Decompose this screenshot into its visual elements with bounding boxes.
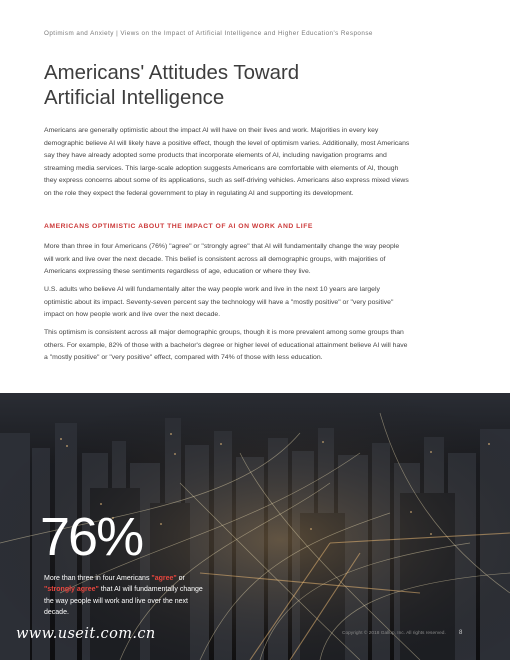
intro-paragraph: Americans are generally optimistic about the impact AI will have on their lives and work. Majorities in every key demographic believe AI will likely have a positive effect, though the level of optimism varies. Additionally, most Americans say they have already adopted some products that incorporate elements of AI, including navigation programs and streaming media services. This large-scale adoption suggests Americans are comfortable with elements of AI, though they express concerns about some of its applications, such as self-driving vehicles. Americans also express mixed views on the role they expect the federal government to play in regulating AI and supporting its development. <box>44 127 410 197</box>
watermark: www.useit.com.cn <box>16 626 156 642</box>
stat-highlight-strongly-agree: "strongly agree" <box>44 586 99 594</box>
stat-caption-text-1: More than three in four Americans <box>44 575 152 582</box>
paragraph-2: U.S. adults who believe AI will fundamentally alter the way people work and live in the next 10 years are largely optimistic about its impact. Seventy-seven percent say the technology will have a "mostly positive" or "very positive" impact on how people work and live over the next decade. <box>44 286 394 319</box>
page-title-line-2: Artificial Intelligence <box>44 87 225 109</box>
section-heading: AMERICANS OPTIMISTIC ABOUT THE IMPACT OF AI ON WORK AND LIFE <box>44 223 313 230</box>
paragraph-3: This optimism is consistent across all major demographic groups, though it is more prevalent among some groups than others. For example, 82% of those with a bachelor's degree or higher level of educational attainment believe AI will have a "mostly positive" or "very positive" effect, compared with 74% of those with less education. <box>44 329 408 362</box>
stat-highlight-agree: "agree" <box>151 575 177 582</box>
running-head: Optimism and Anxiety | Views on the Impact of Artificial Intelligence and Higher Education's Response <box>44 30 373 37</box>
page-title <box>44 61 464 111</box>
stat-caption <box>44 573 214 618</box>
footer-copyright: Copyright © 2018 Gallup, Inc. All rights reserved. <box>342 631 446 636</box>
page-number: 8 <box>459 630 463 636</box>
stat-caption-text-3: that AI will fundamentally change the way people will work and live over the next decade. <box>44 586 203 616</box>
stat-number: 76% <box>40 507 143 567</box>
page-title-line-1: Americans' Attitudes Toward <box>44 62 300 84</box>
stat-caption-text-2: or <box>176 575 185 582</box>
paragraph-1: More than three in four Americans (76%) "agree" or "strongly agree" that AI will fundamentally change the way people will work and live over the next decade. This belief is consistent across all demographic groups, with majorities of Americans expressing these sentiments regardless of age, education or where they live. <box>44 243 400 276</box>
